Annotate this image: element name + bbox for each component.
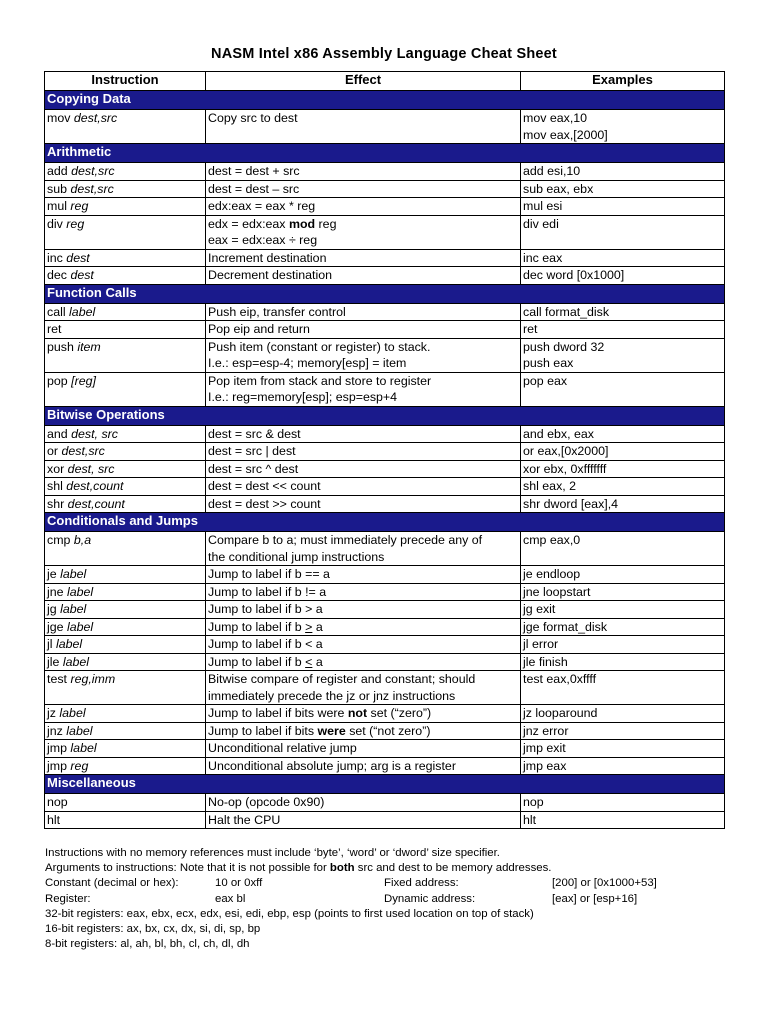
instruction-args: b,a <box>73 533 92 547</box>
instruction-cell <box>45 566 206 584</box>
note-size-specifier: Instructions with no memory references must include ‘byte’, ‘word’ or ‘dword’ size specifier. <box>45 847 500 859</box>
example-line: je endloop <box>523 567 581 581</box>
section-title: Arithmetic <box>45 144 725 163</box>
table-row <box>45 722 725 740</box>
examples-cell <box>521 705 725 723</box>
table-row <box>45 443 725 461</box>
effect-line: Push item (constant or register) to stack. <box>208 339 431 354</box>
effect-text: a <box>312 654 323 669</box>
instruction-cell <box>45 601 206 619</box>
instruction-args: reg <box>70 758 89 773</box>
effect-symbol: > <box>305 619 313 634</box>
instruction-mnemonic: sub <box>47 181 67 196</box>
table-row <box>45 215 725 249</box>
examples-cell <box>521 740 725 758</box>
example-line: shr dword [eax],4 <box>523 496 619 511</box>
table-row <box>45 303 725 321</box>
effect-line <box>208 705 518 722</box>
examples-cell <box>521 618 725 636</box>
table-row <box>45 618 725 636</box>
instruction-cell <box>45 532 206 566</box>
instruction-args: label <box>60 602 87 616</box>
register-value: eax bl <box>215 892 246 905</box>
example-line: nop <box>523 795 544 809</box>
table-row <box>45 740 725 758</box>
instruction-mnemonic: or <box>47 444 59 458</box>
instruction-mnemonic: mov <box>47 111 71 125</box>
example-line: shl eax, 2 <box>523 479 577 493</box>
table-row <box>45 372 725 406</box>
instruction-cell <box>45 180 206 198</box>
table-row <box>45 267 725 285</box>
table-row <box>45 532 725 566</box>
instruction-mnemonic: shl <box>47 479 63 493</box>
table-row <box>45 495 725 513</box>
effect-emphasis: not <box>347 706 368 720</box>
instruction-mnemonic: push <box>47 339 74 354</box>
instruction-args: label <box>60 567 87 581</box>
table-row <box>45 636 725 654</box>
instruction-args: label <box>70 741 97 755</box>
table-row <box>45 338 725 372</box>
effect-line <box>208 619 518 636</box>
example-line: sub eax, ebx <box>523 181 594 196</box>
examples-cell <box>521 811 725 829</box>
instruction-args: label <box>66 723 93 738</box>
example-line: jz looparound <box>523 706 598 720</box>
examples-cell <box>521 425 725 443</box>
example-line: jge format_disk <box>523 619 608 634</box>
instruction-mnemonic: cmp <box>47 533 71 547</box>
header-effect: Effect <box>206 72 521 91</box>
instruction-args: dest,count <box>66 479 124 493</box>
example-line: pop eax <box>523 373 568 388</box>
effect-line: Pop eip and return <box>208 322 310 336</box>
instruction-args: dest,src <box>70 181 114 196</box>
instruction-mnemonic: inc <box>47 250 63 265</box>
examples-cell <box>521 338 725 372</box>
example-line: inc eax <box>523 250 563 265</box>
effect-cell <box>206 163 521 181</box>
example-line: mov eax,10 <box>523 111 588 125</box>
effect-emphasis: mod <box>288 216 316 231</box>
examples-cell <box>521 249 725 267</box>
instruction-cell <box>45 198 206 216</box>
section-title: Bitwise Operations <box>45 406 725 425</box>
effect-cell <box>206 478 521 496</box>
instruction-mnemonic: and <box>47 426 68 441</box>
effect-line: dest = dest – src <box>208 181 300 196</box>
dynamic-address-value: [eax] or [esp+16] <box>552 892 638 905</box>
instruction-mnemonic: div <box>47 216 63 231</box>
effect-cell <box>206 740 521 758</box>
instruction-mnemonic: test <box>47 672 67 686</box>
note-arguments <box>45 861 735 876</box>
note-arguments-tail: src and dest to be memory addresses. <box>354 862 552 875</box>
instruction-cell <box>45 811 206 829</box>
table-row <box>45 601 725 619</box>
table-row <box>45 757 725 775</box>
effect-line: dest = dest >> count <box>208 496 321 511</box>
examples-cell <box>521 566 725 584</box>
note-32bit-registers: 32-bit registers: eax, ebx, ecx, edx, esi, edi, ebp, esp (points to first used location on top of stack) <box>45 907 534 920</box>
section-row <box>45 406 725 425</box>
effect-line: Decrement destination <box>208 268 332 282</box>
constant-label: Constant (decimal or hex): <box>45 877 179 890</box>
effect-line: dest = dest + src <box>208 164 300 178</box>
section-title: Miscellaneous <box>45 775 725 794</box>
fixed-address-label: Fixed address: <box>384 877 459 890</box>
table-row <box>45 653 725 671</box>
example-line: cmp eax,0 <box>523 533 581 547</box>
constant-value: 10 or 0xff <box>215 877 263 890</box>
header-examples: Examples <box>521 72 725 91</box>
table-row <box>45 163 725 181</box>
instruction-cell <box>45 338 206 372</box>
instruction-args: reg <box>70 199 89 213</box>
effect-line: Jump to label if b < a <box>208 637 323 651</box>
effect-cell <box>206 372 521 406</box>
instruction-args: dest <box>66 250 90 265</box>
example-line: or eax,[0x2000] <box>523 444 609 458</box>
instruction-args: dest, src <box>71 426 118 441</box>
examples-cell <box>521 757 725 775</box>
section-row <box>45 775 725 794</box>
examples-cell <box>521 583 725 601</box>
effect-cell <box>206 705 521 723</box>
example-line: div edi <box>523 216 559 231</box>
instruction-cell <box>45 653 206 671</box>
instruction-args: label <box>69 304 96 319</box>
example-line: jnz error <box>523 723 569 738</box>
example-line: jmp exit <box>523 741 566 755</box>
instruction-cell <box>45 249 206 267</box>
examples-cell <box>521 495 725 513</box>
instruction-cell <box>45 794 206 812</box>
instruction-cell <box>45 443 206 461</box>
instruction-args: dest,src <box>71 164 115 178</box>
effect-line: Copy src to dest <box>208 111 298 125</box>
examples-cell <box>521 267 725 285</box>
instruction-args: label <box>55 637 83 651</box>
example-line: xor ebx, 0xfffffff <box>523 461 607 476</box>
effect-cell <box>206 443 521 461</box>
effect-cell <box>206 460 521 478</box>
effect-line: No-op (opcode 0x90) <box>208 795 325 809</box>
examples-cell <box>521 478 725 496</box>
effect-line: edx:eax = eax * reg <box>208 199 316 213</box>
instruction-args: dest,src <box>61 444 105 458</box>
instruction-args: dest,src <box>73 111 118 125</box>
effect-cell <box>206 794 521 812</box>
effect-line: Jump to label if b != a <box>208 584 327 599</box>
effect-line: dest = src ^ dest <box>208 461 299 476</box>
instruction-mnemonic: xor <box>47 461 65 476</box>
instruction-mnemonic: mul <box>47 199 67 213</box>
instruction-args: label <box>67 619 94 634</box>
effect-cell <box>206 811 521 829</box>
instruction-args: dest,count <box>67 496 125 511</box>
instruction-mnemonic: add <box>47 164 68 178</box>
instruction-mnemonic: call <box>47 304 66 319</box>
effect-cell <box>206 425 521 443</box>
effect-cell <box>206 618 521 636</box>
instruction-args: label <box>62 654 90 669</box>
section-row <box>45 284 725 303</box>
effect-cell <box>206 722 521 740</box>
instruction-cell <box>45 163 206 181</box>
effect-cell <box>206 757 521 775</box>
examples-cell <box>521 198 725 216</box>
section-title: Conditionals and Jumps <box>45 513 725 532</box>
instruction-cell <box>45 618 206 636</box>
instruction-cell <box>45 722 206 740</box>
examples-cell <box>521 372 725 406</box>
instruction-mnemonic: ret <box>47 322 62 336</box>
instruction-mnemonic: jle <box>47 654 60 669</box>
effect-line: Compare b to a; must immediately precede any of <box>208 533 483 547</box>
instruction-cell <box>45 740 206 758</box>
example-line: add esi,10 <box>523 164 581 178</box>
effect-cell <box>206 338 521 372</box>
instruction-args: label <box>67 584 94 599</box>
effect-cell <box>206 566 521 584</box>
example-line: hlt <box>523 812 537 827</box>
instruction-mnemonic: pop <box>47 373 68 388</box>
effect-line: Unconditional absolute jump; arg is a register <box>208 758 456 773</box>
table-row <box>45 811 725 829</box>
instruction-mnemonic: jmp <box>47 758 67 773</box>
effect-cell <box>206 601 521 619</box>
section-row <box>45 91 725 110</box>
instruction-cell <box>45 267 206 285</box>
effect-text: edx = edx:eax <box>208 216 289 231</box>
examples-cell <box>521 321 725 339</box>
example-line: jle finish <box>523 654 568 669</box>
instruction-mnemonic: shr <box>47 496 65 511</box>
instruction-args: label <box>59 706 86 720</box>
effect-line <box>208 216 518 233</box>
table-row <box>45 425 725 443</box>
effect-line: I.e.: esp=esp-4; memory[esp] = item <box>208 356 407 370</box>
table-row <box>45 198 725 216</box>
example-line: and ebx, eax <box>523 426 594 441</box>
header-instruction: Instruction <box>45 72 206 91</box>
effect-text: Jump to label if bits <box>208 723 318 738</box>
effect-line: Push eip, transfer control <box>208 304 346 319</box>
effect-text: set (“zero”) <box>367 706 432 720</box>
instruction-mnemonic: dec <box>47 268 67 282</box>
instruction-mnemonic: jg <box>47 602 57 616</box>
instruction-cell <box>45 110 206 144</box>
effect-line: dest = src | dest <box>208 444 296 458</box>
examples-cell <box>521 671 725 705</box>
instruction-args: item <box>77 339 101 354</box>
instruction-mnemonic: hlt <box>47 812 61 827</box>
instruction-cell <box>45 460 206 478</box>
effect-line: eax = edx:eax ÷ reg <box>208 233 318 247</box>
effect-cell <box>206 110 521 144</box>
example-line: test eax,0xffff <box>523 672 597 686</box>
instruction-args: reg,imm <box>70 672 116 686</box>
example-line: call format_disk <box>523 304 610 319</box>
instruction-args: [reg] <box>71 373 96 388</box>
examples-cell <box>521 722 725 740</box>
instruction-cell <box>45 671 206 705</box>
effect-cell <box>206 495 521 513</box>
instruction-args: reg <box>66 216 85 231</box>
example-line: push dword 32 <box>523 339 605 354</box>
table-row <box>45 110 725 144</box>
table-header-row <box>45 72 725 91</box>
instruction-args: dest <box>70 268 94 282</box>
examples-cell <box>521 163 725 181</box>
effect-line: Jump to label if b == a <box>208 567 330 581</box>
example-line: jmp eax <box>523 758 567 773</box>
effect-line <box>208 723 518 740</box>
effect-cell <box>206 249 521 267</box>
effect-line: I.e.: reg=memory[esp]; esp=esp+4 <box>208 390 398 404</box>
example-line: ret <box>523 322 538 336</box>
effect-line: Pop item from stack and store to register <box>208 373 432 388</box>
table-row <box>45 478 725 496</box>
instruction-cell <box>45 478 206 496</box>
effect-text: a <box>312 619 323 634</box>
example-line: jl error <box>523 637 559 651</box>
table-row <box>45 249 725 267</box>
examples-cell <box>521 601 725 619</box>
instruction-args: dest, src <box>67 461 115 476</box>
effect-emphasis: were <box>317 723 346 738</box>
instruction-cell <box>45 372 206 406</box>
instruction-cell <box>45 495 206 513</box>
effect-line: Unconditional relative jump <box>208 741 357 755</box>
register-label: Register: <box>45 892 91 905</box>
note-register-row <box>45 892 735 907</box>
cheat-sheet-table <box>44 71 725 829</box>
table-row <box>45 794 725 812</box>
examples-cell <box>521 303 725 321</box>
example-line: push eax <box>523 356 574 370</box>
examples-cell <box>521 110 725 144</box>
instruction-mnemonic: jge <box>47 619 64 634</box>
example-line: mov eax,[2000] <box>523 127 608 142</box>
effect-cell <box>206 532 521 566</box>
section-row <box>45 144 725 163</box>
effect-cell <box>206 671 521 705</box>
effect-text: set (“not zero”) <box>345 723 431 738</box>
instruction-cell <box>45 705 206 723</box>
table-row <box>45 460 725 478</box>
example-line: dec word [0x1000] <box>523 268 625 282</box>
instruction-cell <box>45 321 206 339</box>
instruction-cell <box>45 425 206 443</box>
effect-cell <box>206 636 521 654</box>
instruction-mnemonic: jnz <box>47 723 63 738</box>
effect-cell <box>206 653 521 671</box>
examples-cell <box>521 180 725 198</box>
instruction-mnemonic: jmp <box>47 741 67 755</box>
instruction-cell <box>45 583 206 601</box>
note-arguments-emphasis: both <box>329 862 355 875</box>
example-line: mul esi <box>523 199 563 213</box>
instruction-mnemonic: je <box>47 567 57 581</box>
example-line: jg exit <box>523 602 556 616</box>
examples-cell <box>521 653 725 671</box>
effect-cell <box>206 198 521 216</box>
effect-text: Jump to label if bits were <box>208 706 348 720</box>
instruction-cell <box>45 215 206 249</box>
effect-cell <box>206 267 521 285</box>
effect-line: Bitwise compare of register and constant; should <box>208 672 476 686</box>
effect-cell <box>206 321 521 339</box>
effect-symbol: < <box>305 654 313 669</box>
table-row <box>45 566 725 584</box>
instruction-mnemonic: jz <box>47 706 56 720</box>
effect-line: Jump to label if b > a <box>208 602 323 616</box>
note-8bit-registers: 8-bit registers: al, ah, bl, bh, cl, ch, dl, dh <box>45 938 250 951</box>
effect-line: dest = dest << count <box>208 479 321 493</box>
effect-cell <box>206 303 521 321</box>
section-title: Function Calls <box>45 284 725 303</box>
effect-line: immediately precede the jz or jnz instructions <box>208 688 456 703</box>
examples-cell <box>521 460 725 478</box>
effect-text: Jump to label if b <box>208 654 306 669</box>
examples-cell <box>521 794 725 812</box>
instruction-cell <box>45 757 206 775</box>
instruction-mnemonic: nop <box>47 795 68 809</box>
effect-line: the conditional jump instructions <box>208 549 385 564</box>
effect-cell <box>206 215 521 249</box>
effect-text: reg <box>315 216 337 231</box>
effect-cell <box>206 583 521 601</box>
table-row <box>45 321 725 339</box>
instruction-mnemonic: jne <box>47 584 64 599</box>
dynamic-address-label: Dynamic address: <box>384 892 476 905</box>
effect-line: Halt the CPU <box>208 812 281 827</box>
table-row <box>45 705 725 723</box>
examples-cell <box>521 443 725 461</box>
instruction-mnemonic: jl <box>47 637 53 651</box>
note-arguments-text: Arguments to instructions: Note that it is not possible for <box>45 862 330 875</box>
instruction-cell <box>45 636 206 654</box>
section-title: Copying Data <box>45 91 725 110</box>
effect-line: dest = src & dest <box>208 426 301 441</box>
example-line: jne loopstart <box>523 584 591 599</box>
note-constant-row <box>45 876 735 891</box>
section-row <box>45 513 725 532</box>
note-16bit-registers: 16-bit registers: ax, bx, cx, dx, si, di, sp, bp <box>45 922 261 935</box>
effect-text: Jump to label if b <box>208 619 306 634</box>
effect-line: Increment destination <box>208 250 327 265</box>
page-title: NASM Intel x86 Assembly Language Cheat Sheet <box>211 46 557 62</box>
table-row <box>45 671 725 705</box>
table-row <box>45 180 725 198</box>
table-row <box>45 583 725 601</box>
examples-cell <box>521 532 725 566</box>
fixed-address-value: [200] or [0x1000+53] <box>552 877 657 890</box>
effect-line <box>208 654 518 671</box>
notes-block <box>45 846 735 952</box>
effect-cell <box>206 180 521 198</box>
examples-cell <box>521 215 725 249</box>
examples-cell <box>521 636 725 654</box>
instruction-cell <box>45 303 206 321</box>
